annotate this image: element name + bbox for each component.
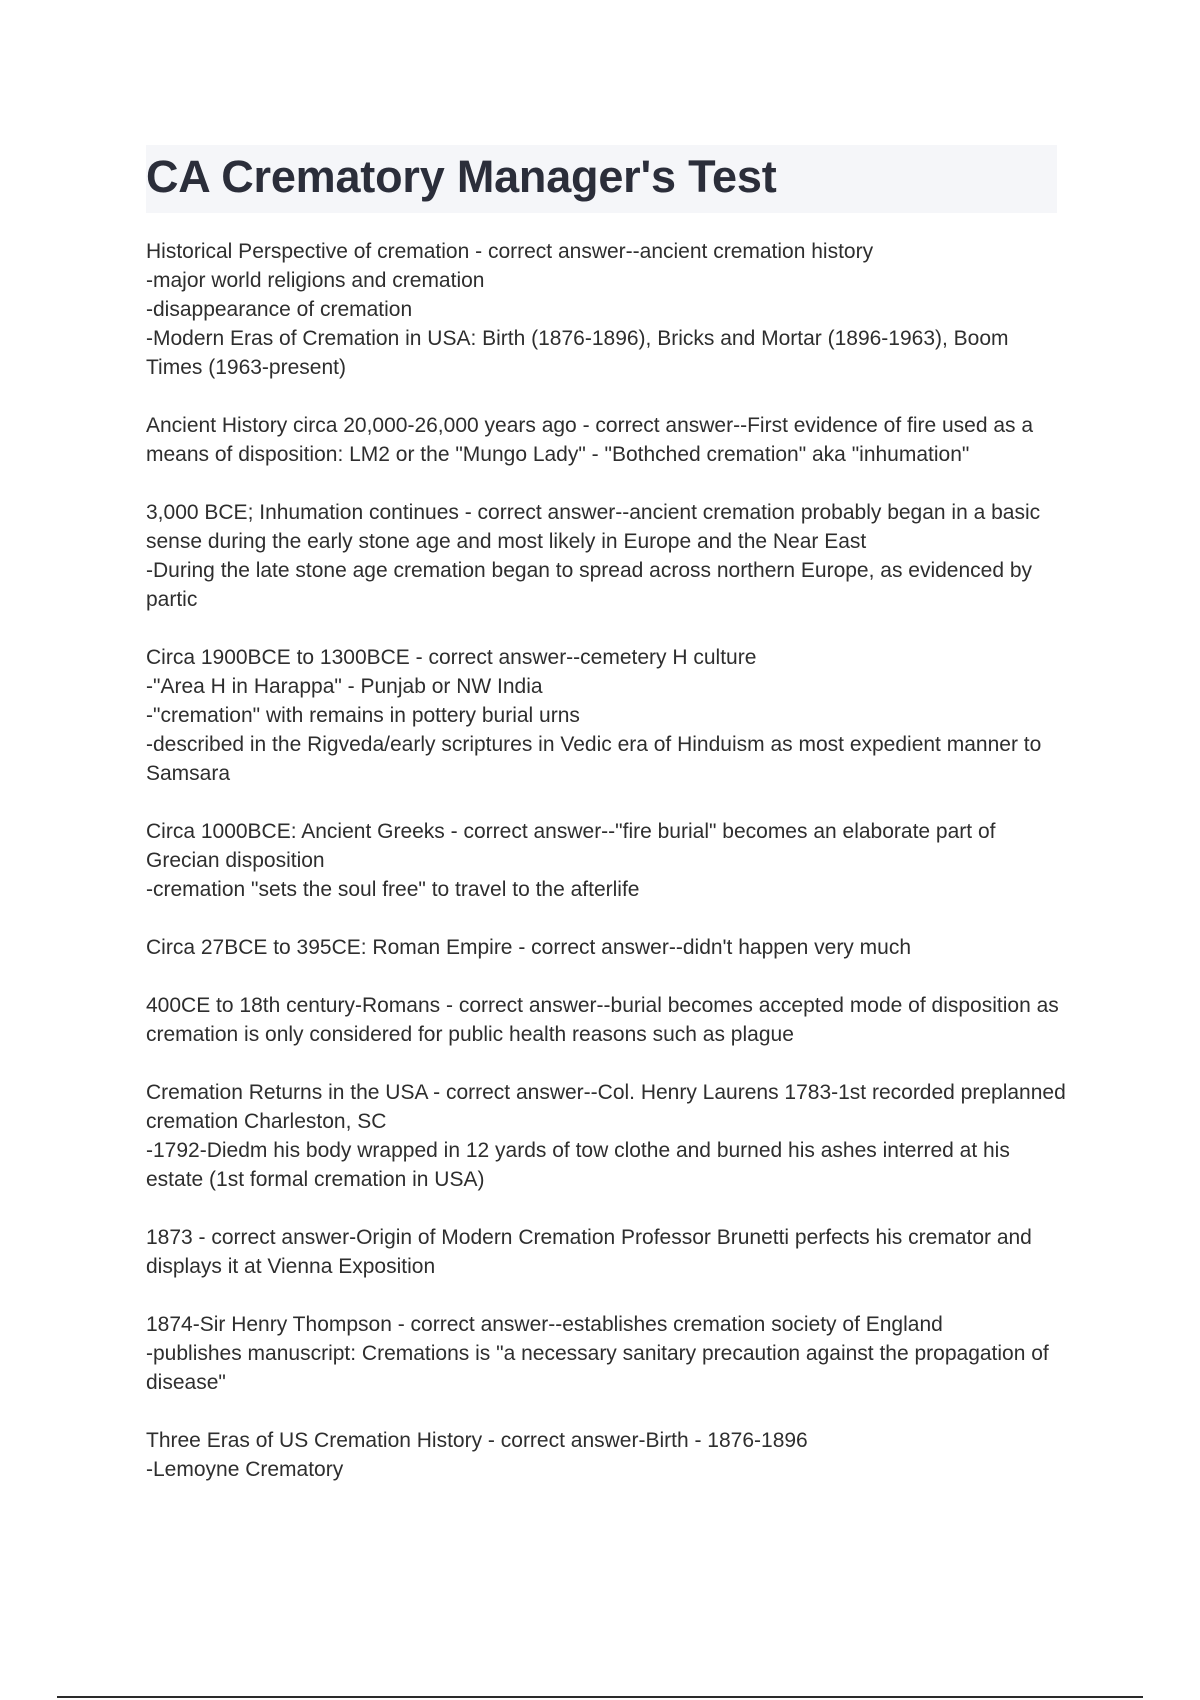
qa-line: Circa 1900BCE to 1300BCE - correct answer--cemetery H culture: [146, 646, 757, 669]
qa-line: Three Eras of US Cremation History - correct answer-Birth - 1876-1896: [146, 1429, 808, 1452]
qa-line: 1874-Sir Henry Thompson - correct answer--establishes cremation society of England: [146, 1313, 943, 1336]
page-title: CA Crematory Manager's Test: [146, 151, 777, 202]
qa-line: -1792-Diedm his body wrapped in 12 yards of tow clothe and burned his ashes interred at his estate (1st formal cremation in USA): [146, 1139, 1010, 1191]
qa-content: [146, 237, 1066, 1513]
qa-entry: [146, 411, 1066, 469]
qa-entry: [146, 237, 1066, 382]
qa-line: -described in the Rigveda/early scriptures in Vedic era of Hinduism as most expedient manner to Samsara: [146, 733, 1042, 785]
qa-line: -disappearance of cremation: [146, 298, 413, 321]
qa-line: Circa 1000BCE: Ancient Greeks - correct answer--"fire burial" becomes an elaborate part of Grecian disposition: [146, 820, 996, 872]
qa-line: -publishes manuscript: Cremations is "a necessary sanitary precaution against the propagation of disease": [146, 1342, 1049, 1394]
qa-line: Circa 27BCE to 395CE: Roman Empire - correct answer--didn't happen very much: [146, 936, 911, 959]
qa-line: -"Area H in Harappa" - Punjab or NW India: [146, 675, 543, 698]
qa-line: 400CE to 18th century-Romans - correct answer--burial becomes accepted mode of disposition as cremation is only considered for public health reasons such as plague: [146, 994, 1059, 1046]
qa-entry: [146, 643, 1066, 788]
qa-line: Historical Perspective of cremation - correct answer--ancient cremation history: [146, 240, 874, 263]
qa-line: -cremation "sets the soul free" to travel to the afterlife: [146, 878, 640, 901]
qa-entry: [146, 933, 1066, 962]
qa-line: -major world religions and cremation: [146, 269, 485, 292]
qa-line: 3,000 BCE; Inhumation continues - correct answer--ancient cremation probably began in a basic sense during the early stone age and most likely in Europe and the Near East: [146, 501, 1041, 553]
qa-line: Ancient History circa 20,000-26,000 years ago - correct answer--First evidence of fire used as a means of disposition: LM2 or the "Mungo Lady" - "Bothched cremation" aka "inhumation": [146, 414, 1034, 466]
qa-line: 1873 - correct answer-Origin of Modern Cremation Professor Brunetti perfects his cremator and displays it at Vienna Exposition: [146, 1226, 1032, 1278]
qa-entry: [146, 1426, 1066, 1484]
qa-entry: [146, 498, 1066, 614]
qa-line: -Lemoyne Crematory: [146, 1458, 344, 1481]
qa-entry: [146, 1078, 1066, 1194]
qa-line: -Modern Eras of Cremation in USA: Birth (1876-1896), Bricks and Mortar (1896-1963), Boom Times (1963-present): [146, 327, 1009, 379]
qa-line: -During the late stone age cremation began to spread across northern Europe, as evidenced by partic: [146, 559, 1033, 611]
qa-line: -"cremation" with remains in pottery burial urns: [146, 704, 580, 727]
qa-entry: [146, 1223, 1066, 1281]
qa-entry: [146, 817, 1066, 904]
qa-entry: [146, 1310, 1066, 1397]
qa-entry: [146, 991, 1066, 1049]
qa-line: Cremation Returns in the USA - correct answer--Col. Henry Laurens 1783-1st recorded preplanned cremation Charleston, SC: [146, 1081, 1066, 1133]
bottom-divider: [57, 1696, 1143, 1698]
